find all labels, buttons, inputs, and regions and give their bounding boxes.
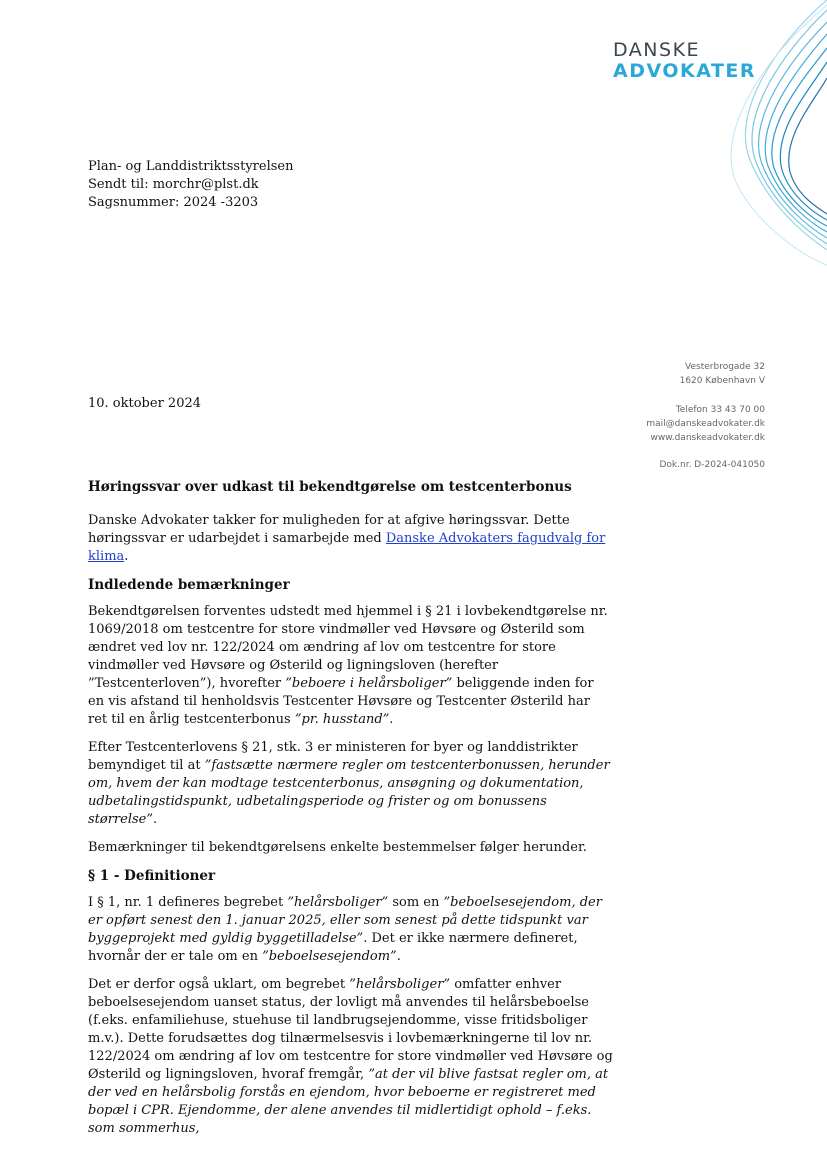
section-heading-intro: Indledende bemærkninger — [88, 577, 290, 593]
sender-street: Vesterbrogade 32 — [685, 362, 765, 372]
paragraph-bemyndigelse: Efter Testcenterlovens § 21, stk. 3 er ministeren for byer og landdistrikter bemyndiget til at ”fastsætte nærmere regler om testcenterbonussen, herunder om, hvem der kan modtage testcenterbonus, ansøgning og dokumentation, udbetalingstidspunkt, udbetalingsperiode og frister og om bonussens størrelse”. — [88, 740, 610, 827]
letter-date: 10. oktober 2024 — [88, 396, 202, 411]
letter-body — [88, 478, 613, 1148]
intro-paragraph: Danske Advokater takker for muligheden for at afgive høringssvar. Dette høringssvar er udarbejdet i samarbejde med Danske Advokaters fagudvalg for klima. — [88, 513, 606, 564]
danske-advokater-logo — [613, 40, 756, 82]
sender-email: mail@danskeadvokater.dk — [646, 419, 765, 429]
recipient-name: Plan- og Landdistriktsstyrelsen — [88, 159, 294, 174]
paragraph-hjemmel: Bekendtgørelsen forventes udstedt med hjemmel i § 21 i lovbekendtgørelse nr. 1069/2018 om testcentre for store vindmøller ved Høvsøre og Østerild som ændret ved lov nr. 122/2024 om ændring af lov om testcentre for store vindmøller ved Høvsøre og Østerild og ligningsloven (herefter ”Testcenterloven”), hvorefter ”beboere i helårsboliger” beliggende inden for en vis afstand til henholdsvis Testcenter Høvsøre og Testcenter Østerild har ret til en årlig testcenterbonus ”pr. husstand”. — [88, 604, 608, 727]
sender-phone: Telefon 33 43 70 00 — [675, 405, 765, 415]
sender-city: 1620 København V — [679, 376, 765, 386]
paragraph-uklart: Det er derfor også uklart, om begrebet ”helårsboliger” omfatter enhver beboelsesejendom uanset status, der lovligt må anvendes til helårsbeboelse (f.eks. enfamiliehuse, stuehuse til landbrugsejendomme, visse fritidsboliger m.v.). Dette forudsættes dog tilnærmelsesvis i lovbemærkningerne til lov nr. 122/2024 om ændring af lov om testcentre for store vindmøller ved Høvsøre og Østerild og ligningsloven, hvoraf fremgår, ”at der vil blive fastsat regler om, at der ved en helårsbolig forstås en ejendom, hvor beboerne er registreret med bopæl i CPR. Ejendomme, der alene anvendes til midlertidigt ophold – f.eks. som sommerhus, — [88, 977, 613, 1136]
letter-title: Høringssvar over udkast til bekendtgørelse om testcenterbonus — [88, 479, 572, 495]
section-heading-definitioner: § 1 - Definitioner — [88, 868, 216, 884]
document-number: Dok.nr. D-2024-041050 — [659, 460, 765, 470]
paragraph-bemaerkninger: Bemærkninger til bekendtgørelsens enkelte bestemmelser følger herunder. — [88, 840, 587, 855]
recipient-block — [88, 158, 293, 212]
paragraph-definition: I § 1, nr. 1 defineres begrebet ”helårsboliger” som en ”beboelsesejendom, der er opført senest den 1. januar 2025, eller som senest på dette tidspunkt var byggeprojekt med gyldig byggetilladelse”. Det er ikke nærmere defineret, hvornår der er tale om en ”beboelsesejendom”. — [88, 895, 602, 964]
logo-text-danske: DANSKE — [613, 39, 701, 61]
sender-block — [646, 360, 765, 472]
fagudvalg-link[interactable]: Danske Advokaters fagudvalg for klima — [88, 531, 606, 564]
recipient-email: Sendt til: morchr@plst.dk — [88, 177, 259, 192]
sender-website: www.danskeadvokater.dk — [650, 433, 765, 443]
logo-text-advokater: ADVOKATER — [613, 60, 757, 82]
case-number: Sagsnummer: 2024 -3203 — [88, 195, 259, 210]
